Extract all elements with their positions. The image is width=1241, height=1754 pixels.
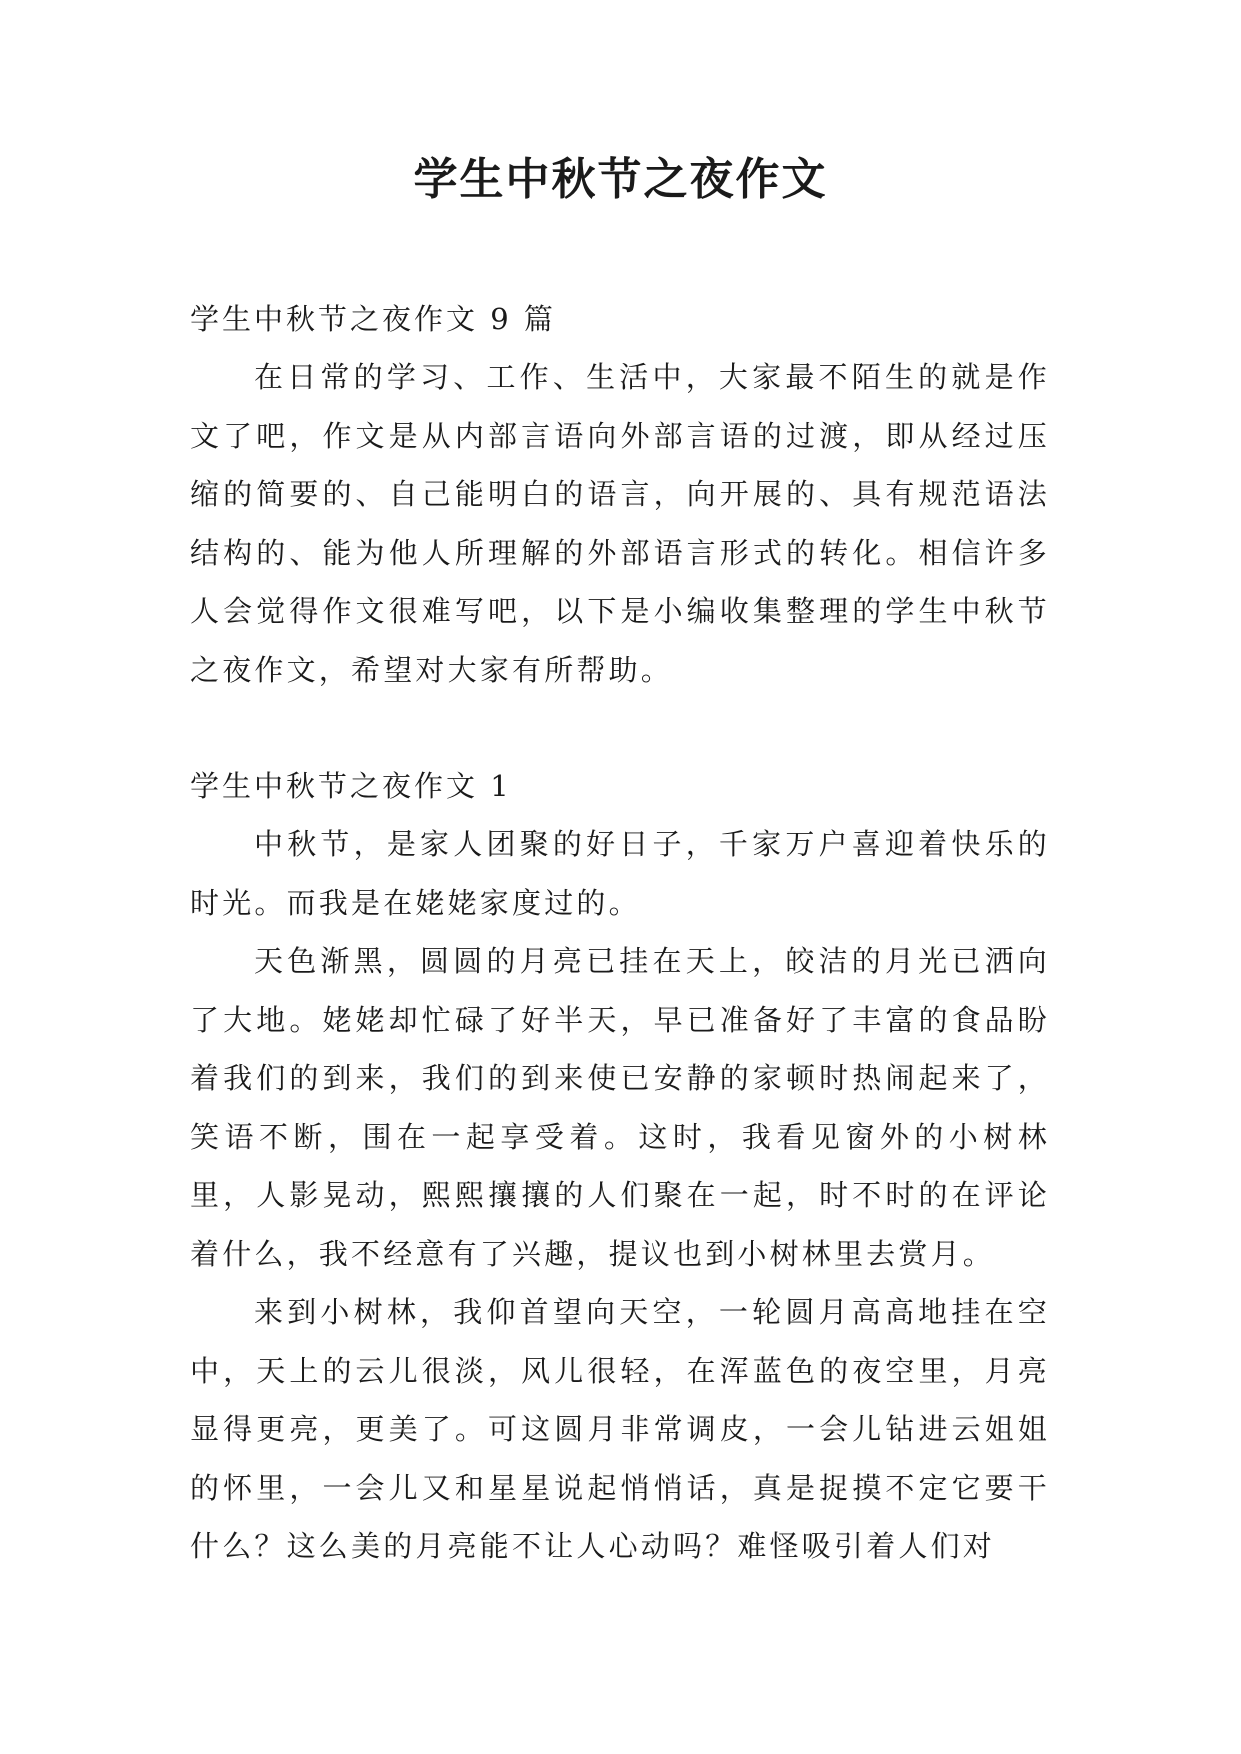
- section-paragraph: 来到小树林，我仰首望向天空，一轮圆月高高地挂在空中，天上的云儿很淡，风儿很轻，在浑蓝色的夜空里，月亮显得更亮，更美了。可这圆月非常调皮，一会儿钻进云姐姐的怀里，一会儿又和星星说起悄悄话，真是捉摸不定它要干什么？这么美的月亮能不让人心动吗？难怪吸引着人们对: [190, 1295, 1050, 1563]
- section-paragraph: 中秋节，是家人团聚的好日子，千家万户喜迎着快乐的时光。而我是在姥姥家度过的。: [190, 827, 1050, 920]
- section-paragraph: 天色渐黑，圆圆的月亮已挂在天上，皎洁的月光已洒向了大地。姥姥却忙碌了好半天，早已准备好了丰富的食品盼着我们的到来，我们的到来使已安静的家顿时热闹起来了，笑语不断，围在一起享受着。这时，我看见窗外的小树林里，人影晃动，熙熙攘攘的人们聚在一起，时不时的在评论着什么，我不经意有了兴趣，提议也到小树林里去赏月。: [190, 944, 1050, 1271]
- intro-paragraph: 在日常的学习、工作、生活中，大家最不陌生的就是作文了吧，作文是从内部言语向外部言语的过渡，即从经过压缩的简要的、自己能明白的语言，向开展的、具有规范语法结构的、能为他人所理解的外部语言形式的转化。相信许多人会觉得作文很难写吧，以下是小编收集整理的学生中秋节之夜作文，希望对大家有所帮助。: [190, 360, 1050, 687]
- section-heading: 学生中秋节之夜作文 1: [190, 769, 512, 803]
- section-spacer: [190, 699, 1050, 757]
- document-body: [190, 290, 1050, 1576]
- intro-heading: 学生中秋节之夜作文 9 篇: [190, 302, 556, 336]
- document-title: 学生中秋节之夜作文: [413, 154, 828, 205]
